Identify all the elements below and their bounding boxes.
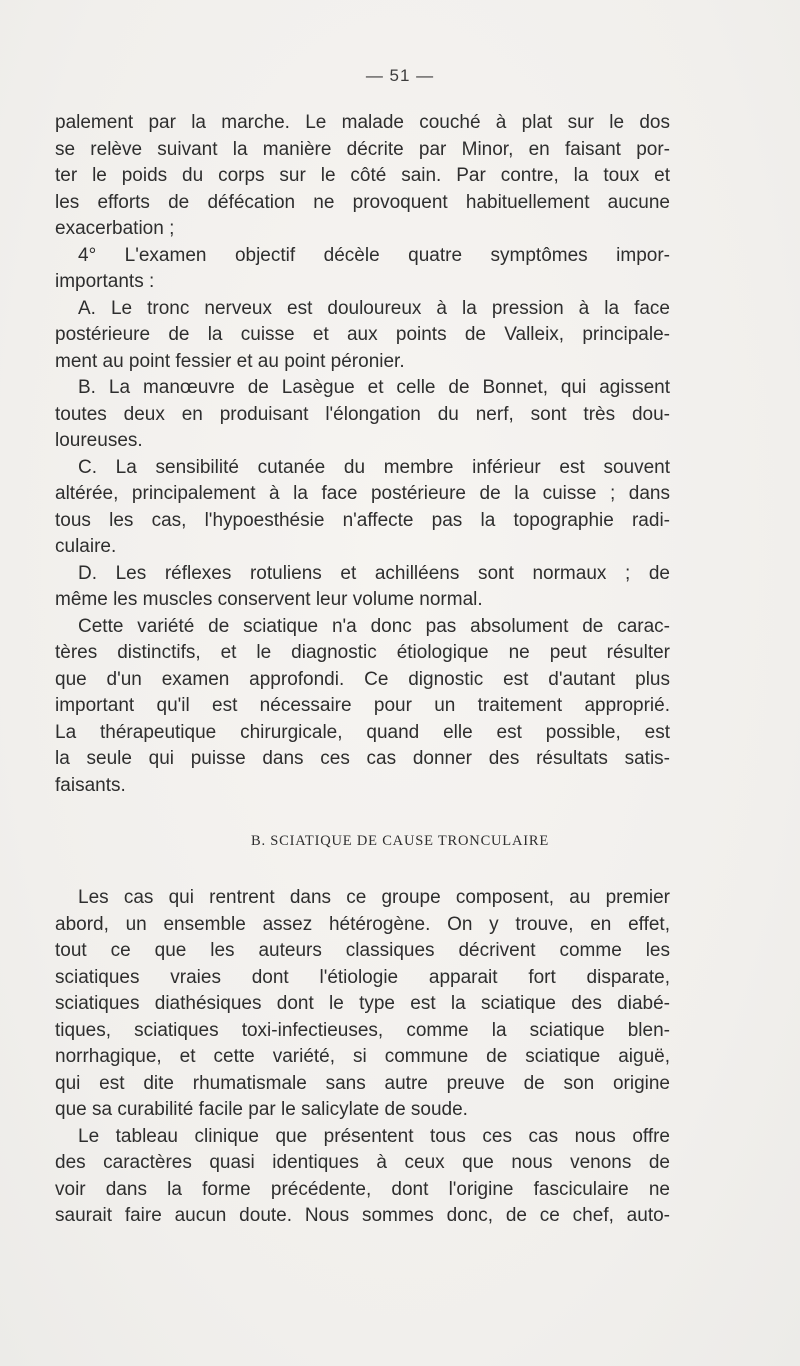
text-line: tous les cas, l'hypoesthésie n'affecte pas la topographie radi- xyxy=(55,509,670,531)
text-line: saurait faire aucun doute. Nous sommes donc, de ce chef, auto- xyxy=(55,1205,670,1226)
text-line: que d'un examen approfondi. Ce dignostic est d'autant plus xyxy=(55,668,670,690)
text-line: la seule qui puisse dans ces cas donner des résultats satis- xyxy=(55,748,670,769)
section-heading: B. SCIATIQUE DE CAUSE TRONCULAIRE xyxy=(250,833,549,849)
text-line: postérieure de la cuisse et aux points de Valleix, principale- xyxy=(55,324,670,345)
text-line: B. La manœuvre de Lasègue et celle de Bonnet, qui agissent xyxy=(78,377,670,398)
text-line: palement par la marche. Le malade couché à plat sur le dos xyxy=(55,112,670,133)
text-line: tiques, sciatiques toxi-infectieuses, comme la sciatique blen- xyxy=(55,1019,670,1041)
text-block-continued xyxy=(55,110,670,799)
text-line: important qu'il est nécessaire pour un traitement approprié. xyxy=(55,695,670,716)
text-line: ter le poids du corps sur le côté sain. Par contre, la toux et xyxy=(55,165,670,186)
text-line: La thérapeutique chirurgicale, quand elle est possible, est xyxy=(55,721,670,743)
text-line: loureuses. xyxy=(55,430,143,451)
text-line: A. Le tronc nerveux est douloureux à la pression à la face xyxy=(78,297,670,319)
text-line: tout ce que les auteurs classiques décrivent comme les xyxy=(55,940,670,961)
text-line: Le tableau clinique que présentent tous ces cas nous offre xyxy=(78,1125,670,1147)
text-line: abord, un ensemble assez hétérogène. On y trouve, en effet, xyxy=(55,913,670,935)
text-line: importants : xyxy=(55,271,155,292)
text-line: 4° L'examen objectif décèle quatre symptômes impor- xyxy=(78,244,670,266)
text-line: Les cas qui rentrent dans ce groupe composent, au premier xyxy=(78,887,670,908)
text-line: des caractères quasi identiques à ceux que nous venons de xyxy=(55,1152,670,1173)
text-line: C. La sensibilité cutanée du membre inférieur est souvent xyxy=(78,456,670,478)
text-line: culaire. xyxy=(55,536,117,557)
text-line: altérée, principalement à la face postérieure de la cuisse ; dans xyxy=(55,483,670,504)
text-line: D. Les réflexes rotuliens et achilléens sont normaux ; de xyxy=(78,562,670,584)
text-line: les efforts de défécation ne provoquent habituellement aucune xyxy=(55,191,670,213)
text-line: tères distinctifs, et le diagnostic étiologique ne peut résulter xyxy=(55,642,670,663)
text-line: qui est dite rhumatismale sans autre preuve de son origine xyxy=(55,1072,670,1094)
text-line: se relève suivant la manière décrite par Minor, en faisant por- xyxy=(55,138,670,160)
text-line: ment au point fessier et au point péronier. xyxy=(55,350,405,372)
page-number: — 51 — xyxy=(365,66,435,85)
text-line: même les muscles conservent leur volume normal. xyxy=(55,589,483,610)
text-line: exacerbation ; xyxy=(55,218,175,239)
text-line: sciatiques vraies dont l'étiologie apparait fort disparate, xyxy=(55,966,670,988)
text-line: Cette variété de sciatique n'a donc pas absolument de carac- xyxy=(78,615,670,637)
text-line: sciatiques diathésiques dont le type est la sciatique des diabé- xyxy=(55,993,670,1014)
text-line: voir dans la forme précédente, dont l'origine fasciculaire ne xyxy=(55,1178,670,1200)
text-line: toutes deux en produisant l'élongation du nerf, sont très dou- xyxy=(55,403,670,425)
text-block-section xyxy=(55,885,670,1230)
text-line: norrhagique, et cette variété, si commune de sciatique aiguë, xyxy=(55,1046,670,1067)
text-line: que sa curabilité facile par le salicylate de soude. xyxy=(55,1099,468,1120)
text-line: faisants. xyxy=(55,774,126,796)
